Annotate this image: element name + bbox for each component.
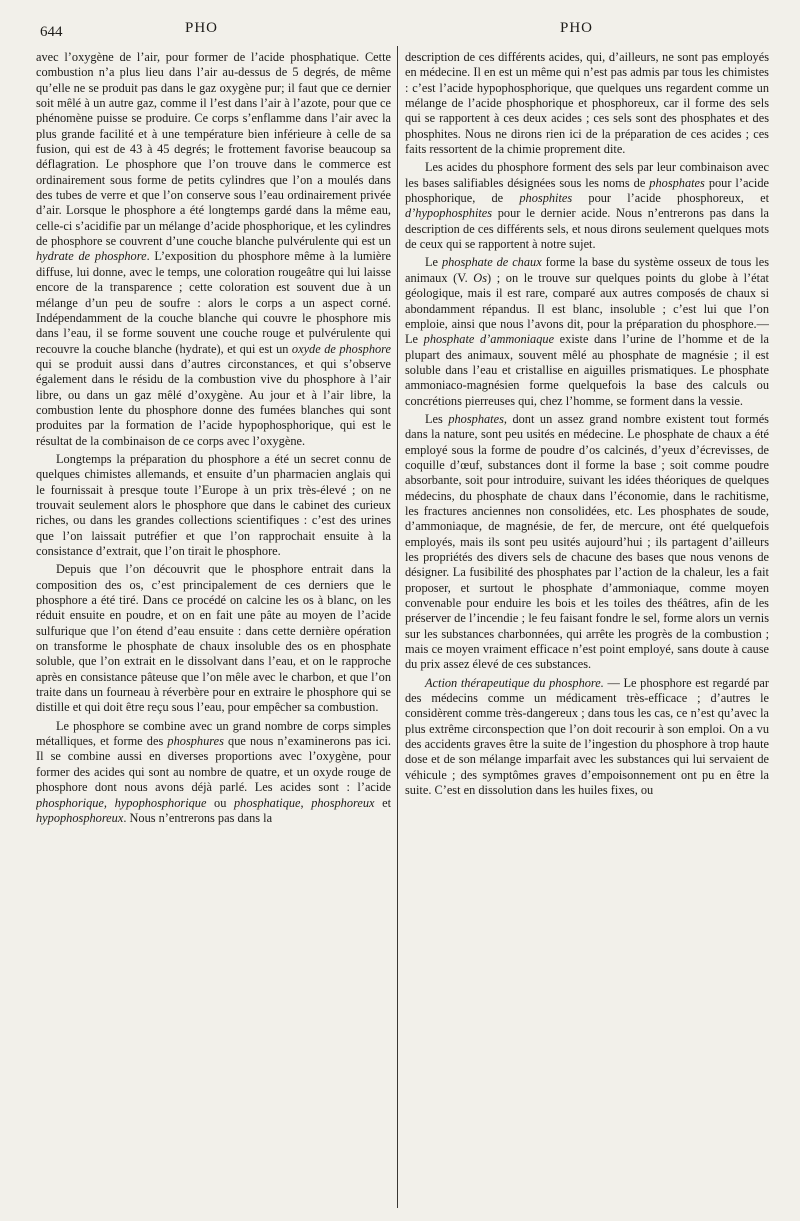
text-run: Les: [425, 411, 449, 426]
italic-term: d’hypophosphites: [405, 206, 493, 221]
paragraph: [36, 562, 391, 715]
text-run: , dont un assez grand nombre existent tout formés dans la nature, sont peu usités en médecine. Le phosphate de chaux a été employé sous la forme de poudre d’os calcinés, d’yeux d’écrevisses, de coquille d’œuf, substances dont il forme la base ; soit comme poudre absorbante, soit pour introduire, suivant les idées théoriques de quelques médecins, du phosphate de chaux dans l’économie, dans le rachitisme, les fractures anciennes non consolidées, etc. Les phosphates de soude, d’ammoniaque, de magnésie, de fer, de mercure, ont été quelquefois employés, mais ils sont peu usités aujourd’hui ; ils partagent d’ailleurs les propriétés des divers sels de chacune des bases que nous venons de désigner. La fusibilité des phosphates par l’action de la chaleur, les a fait proposer, et surtout le phosphate d’ammoniaque, comme moyen convenable pour enduire les bois et les toiles des théâtres, afin de les préserver de l’incendie ; le feu faisant fondre le sel, forme alors un vernis sur les substances charbonnées, qui arrête les progrès de la combustion ; mais ce moyen vraiment efficace n’est point employé, sans doute à cause du prix assez élevé de ces substances.: [405, 411, 769, 672]
text-run: . L’exposition du phosphore même à la lumière diffuse, lui donne, avec le temps, une coloration rougeâtre qui lui laisse encore de la transparence ; cette coloration est souvent due à un mélange d’un peu de soufre : alors le corps a un aspect corné. Indépendamment de la couche blanche qui couvre le phosphore mis dans l’eau, il se forme souvent une couche rouge et pulvérulente qui recouvre la couche blanche (hydrate), et qui est un: [36, 249, 391, 356]
text-run: avec l’oxygène de l’air, pour former de l’acide phosphatique. Cette combustion n’a plus lieu dans l’air au-dessus de 5 degrés, de même qu’elle ne se produit pas dans le gaz oxygène pur; il faut que ce dernier soit mêlé à un autre gaz, comme il l’est dans l’air à l’azote, pour que ce phénomène puisse se produire. Ce corps s’enflamme dans l’air avec la plus grande facilité et à une température bien inférieure à celle de sa fusion, qui est de 43 à 45 degrés; le frottement favorise beaucoup sa déflagration. Le phosphore que l’on trouve dans le commerce est ordinairement sous forme de petits cylindres que l’on a moulés dans des tubes de verre et que l’on conserve sous l’eau ordinairement privée d’air. Lorsque le phosphore a été longtemps gardé dans la même eau, celle-ci s’acidifie par un mélange d’acide phosphorique, et les cylindres de phosphore se couvrent d’une couche blanche pulvérulente qui est un: [36, 50, 391, 249]
paragraph: [36, 50, 391, 449]
left-column: [36, 50, 391, 1210]
running-head-left: PHO: [185, 20, 219, 36]
italic-term: phosphites: [519, 191, 573, 206]
right-column: [405, 50, 769, 1210]
italic-term: phosphate d’ammoniaque: [423, 332, 555, 347]
paragraph: [405, 255, 769, 408]
text-run: que nous n’examinerons pas ici. Il se combine aussi en diverses proportions avec l’oxygène, pour former des acides qui sont au nombre de quatre, et un oxyde rouge de phosphore dont nous avons déjà parlé. Les acides sont : l’acide: [36, 734, 391, 795]
italic-term: Action thérapeutique du phosphore.: [425, 675, 604, 690]
italic-term: oxyde de phosphore: [291, 341, 391, 356]
paragraph: [405, 50, 769, 157]
text-run: forme la base du système osseux de tous les animaux (V.: [405, 255, 769, 285]
paragraph: [405, 160, 769, 252]
text-run: Depuis que l’on découvrit que le phosphore entrait dans la composition des os, c’est principalement de ces derniers que le phosphore a été tiré. Dans ce procédé on calcine les os à blanc, on les réduit ensuite en poudre, et on en fait une pâte au moyen de l’acide sulfurique que l’on étend d’eau ensuite : dans cette dernière opération on transforme le phosphate de chaux insoluble des os en phosphate soluble, que l’on extrait en le dissolvant dans l’eau, et on le rapproche après en consistance pâteuse que l’on mêle avec le charbon, et que l’on traite dans un fourneau à réverbère pour en extraire le phosphore qui se distille et qui doit être reçu sous l’eau, pour empêcher sa combustion.: [36, 562, 391, 715]
column-divider: [397, 46, 398, 1208]
running-head-right: PHO: [560, 20, 594, 36]
text-run: ou: [206, 795, 234, 810]
italic-term: phosphatique, phosphoreux: [234, 795, 375, 810]
italic-term: phosphates: [448, 411, 504, 426]
italic-term: Os: [473, 270, 487, 285]
italic-term: hydrate de phosphore: [36, 249, 147, 264]
text-run: Le phosphore se combine avec un grand nombre de corps simples métalliques, et forme des: [36, 718, 391, 749]
text-run: Longtemps la préparation du phosphore a été un secret connu de quelques chimistes allemands, et ensuite d’un pharmacien anglais qui le fournissait à presque toute l’Europe à un prix très-élevé ; on ne trouvait seulement alors le phosphore que dans le cabinet des curieux riches, ou dans les grandes collections scientifiques : c’est des urines que l’on laissait putréfier et que l’on rapprochait ensuite à la consistance d’extrait, que l’on tirait le phosphore.: [36, 451, 391, 558]
italic-term: phosphates: [649, 175, 705, 190]
text-run: . Nous n’entrerons pas dans la: [123, 810, 273, 825]
italic-term: phosphures: [167, 734, 224, 749]
text-run: qui se produit aussi dans d’autres circonstances, et qui s’observe également dans le résidu de la combustion vive du phosphore à l’air libre, ou dans un gaz mêlé d’oxygène. Au jour et à l’air libre, la combustion lente du phosphore donne des fumées blanches qui sont produites par la formation de l’acide hypophosphorique, qui est le résultat de la combinaison de ce corps avec l’oxygène.: [36, 356, 391, 448]
italic-term: hypophosphoreux: [36, 810, 124, 825]
paragraph: [36, 452, 391, 559]
text-run: pour l’acide phosphorique, de: [405, 175, 769, 206]
paragraph: [405, 676, 769, 799]
text-run: et: [374, 795, 391, 810]
text-run: pour l’acide phosphoreux, et: [572, 191, 769, 206]
text-run: pour le dernier acide. Nous n’entrerons pas dans la description de ces différents sels, et nous dirons seulement quelques mots de ceux qui se rapportent à notre sujet.: [405, 206, 769, 252]
page-number: 644: [40, 24, 63, 40]
paragraph: [36, 719, 391, 826]
text-run: existe dans l’urine de l’homme et de la plupart des animaux, souvent mêlé au phosphate de magnésie ; il est soluble dans l’eau et cristallise en aiguilles prismatiques. Le phosphate ammoniaco-magnésien forme quelquefois la base des calculs ou concrétions pierreuses qui, chez l’homme, se forment dans la vessie.: [405, 332, 769, 408]
text-run: ) ; on le trouve sur quelques points du globe à l’état géologique, mais il est rare, comparé aux autres composés de chaux si abondamment répandus. Il est blanc, insoluble ; c’est lui que l’on emploie, ainsi que nous l’avons dit, pour la préparation du phosphore.—Le: [405, 270, 769, 347]
italic-term: phosphate de chaux: [441, 255, 542, 270]
text-run: description de ces différents acides, qui, d’ailleurs, ne sont pas employés en médecine. Il en est un même qui n’est pas admis par tous les chimistes : c’est l’acide hypophosphorique, que quelques uns regardent comme un mélange de l’acide phosphorique et phosphoreux, car il forme des sels qui se rapportent à ces deux acides ; ces sels sont des phosphates et des phosphites. Nous ne dirons rien ici de la préparation de ces acides ; ces faits ressortent de la chimie proprement dite.: [405, 50, 769, 157]
text-run: — Le phosphore est regardé par des médecins comme un médicament très-efficace ; d’autres le considèrent comme très-dangereux ; dans tous les cas, ce n’est qu’avec la plus extrême circonspection que l’on doit recourir à son emploi. On a vu des accidents graves être la suite de l’ingestion du phosphore à trop haute dose et de son mélange imparfait avec les substances qui lui servaient de véhicule ; des symptômes graves d’empoisonnement ont pu en être la suite. C’est en dissolution dans les huiles fixes, ou: [405, 675, 769, 798]
text-run: Le: [425, 255, 442, 270]
page-header: [40, 18, 772, 42]
italic-term: phosphorique, hypophosphorique: [36, 795, 207, 810]
text-run: Les acides du phosphore forment des sels par leur combinaison avec les bases salifiables désignées sous les noms de: [405, 160, 769, 190]
paragraph: [405, 412, 769, 673]
